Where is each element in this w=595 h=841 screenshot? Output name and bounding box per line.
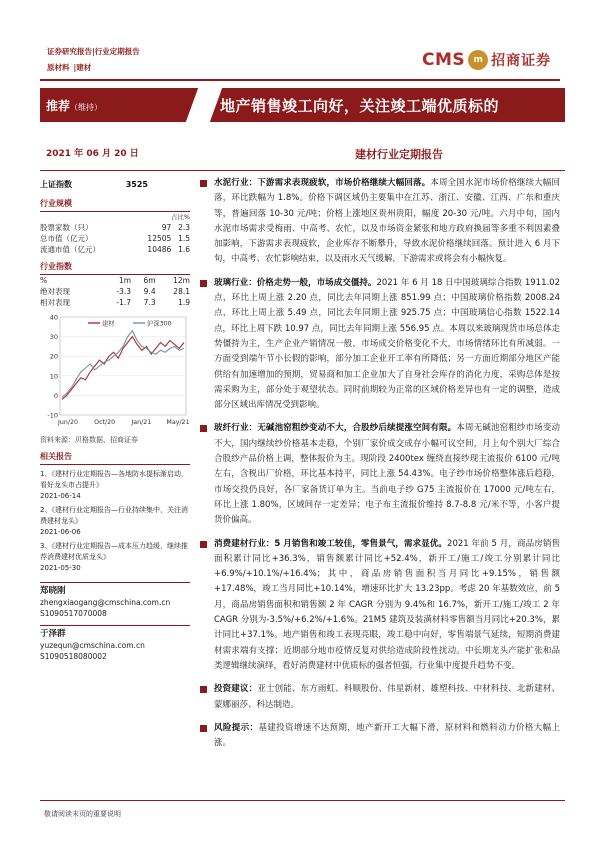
paragraph-text: 亚士创能、东方雨虹、科顺股份、伟星新材、雄塑科技、中材科技、北新建材、蒙娜丽莎、科达制造。 xyxy=(214,684,560,710)
related-report-date: 2021-06-06 xyxy=(40,528,81,536)
scale-value: 97 xyxy=(161,223,172,232)
paragraph-heading: 消费建材行业：5 月销售和竣工较佳，零售景气，需求显优。 xyxy=(214,538,448,549)
scale-share: 2.3 xyxy=(178,223,190,232)
paragraph-heading: 投资建议： xyxy=(214,684,258,695)
x-tick-label: Jan/21 xyxy=(131,419,152,426)
page-footer xyxy=(40,800,565,818)
body-paragraph xyxy=(200,276,560,414)
industry-tag xyxy=(47,62,95,73)
paragraph-text: 2021 年 6 月 18 日中国玻璃综合指数 1911.02 点，环比上周上涨 2.20 点，同比去年同期上涨 851.99 点；中国玻璃价格指数 2008.24 点，环比上周上涨 5.49 点，同比去年同期上涨 925.75 点；中国玻璃信心指数 1522.14 点，环比上周下跌 10.97 点，同比去年同期上涨 556.95 点。本周以来玻璃现货市场总体走势僵持为主，生产企业产销情况一般，市场成交价格变化不大，市场情绪环比有所减弱。一方面受到端午节小长假的影响，部分加工企业开工率有所降低；另一方面近期部分地区产能供给有加速增加的预期，贸易商和加工企业加大了自身社会库存的消化力度，采购总体是按需采购为主，部分处于观望状态。同时前期较为正常的区域价格差异也有一定的调整，造成部分区域出库情况受到影响。 xyxy=(214,277,560,411)
scale-row xyxy=(40,233,190,244)
x-tick-label: Oct/20 xyxy=(94,419,116,426)
bullet-square-icon xyxy=(200,425,207,432)
paragraph-heading: 风险提示： xyxy=(214,722,259,733)
scale-label: 流通市值（亿元） xyxy=(40,245,100,254)
scale-label: 总市值（亿元） xyxy=(40,234,93,243)
footer-note: 敬请阅读末页的重要说明 xyxy=(44,810,121,818)
perf-12m: 1.9 xyxy=(178,298,190,307)
title-banner xyxy=(40,88,565,122)
legend-label: 沪深300 xyxy=(147,320,172,328)
bullet-square-icon xyxy=(200,541,207,548)
scale-row xyxy=(40,222,190,233)
body-paragraph xyxy=(200,537,560,675)
y-tick-label: 10 xyxy=(49,372,58,381)
paragraph-text: 本周无碱池窑粗纱市场变动不大，国内继续纱价格基本走稳，个别厂家价成交成存小幅可议空间，月上旬个别大厂综合合股纱产品价格上调，整体报价为主。现阶段 2400tex 缠绕直接纱现主流报价 6100 元/吨左右，含税出厂价格，环比基本持平，同比上涨 54.43%。电子纱市场价格整体涨后趋稳，市场交投仍良好，各厂家备货订单为主。当前电子纱 G75 主流报价在 17000 元/吨左右，环比上涨 1.80%，区域间存一定差异；电子布主流报价维持 8.7-8.8 元/米不等，小客户提货价偏高。 xyxy=(214,423,560,526)
body-paragraph xyxy=(200,721,560,752)
analyst-name: 于泽群 xyxy=(40,625,190,640)
analyst-block xyxy=(40,582,190,662)
bullet-square-icon xyxy=(200,686,207,693)
chart-frame xyxy=(60,317,186,415)
scale-label: 股票家数（只） xyxy=(40,223,93,232)
scale-share: 1.6 xyxy=(178,245,190,254)
section-rule xyxy=(40,170,565,171)
perf-6m: 9.4 xyxy=(143,287,156,296)
perf-label: 相对表现 xyxy=(40,298,70,307)
related-report-title: 2、《建材行业定期报告—行业持续集中，关注消费建材龙头》 xyxy=(40,506,188,525)
y-tick-label: 30 xyxy=(49,333,58,342)
scale-unit: 占比% xyxy=(170,213,190,221)
logo-latin: CMS xyxy=(422,50,466,70)
perf-6m: 7.3 xyxy=(143,298,156,307)
analyst-id: S1090517070008 xyxy=(40,609,107,618)
paragraph-text: 本周全国水泥市场价格继续大幅回落，环比跌幅为 1.8%。价格下调区域仍主要集中在江苏、浙江、安徽、江西、广东和重庆等，普遍回落 10-30 元/吨；价格上涨地区贵州贵阳，幅度 20-30 元/吨。六月中旬，国内水泥市场需求受梅雨、中高考、农忙，以及市场资金紧张和地方政府换届等多重不利因素叠加影响，下游需求表现疲软，企业库存不断攀升，导致水泥价格继续回落。预计进入 6 月下旬，中高考、农忙影响结束，以及雨水天气缓解，下游需求或将会有小幅恢复。 xyxy=(214,178,560,265)
related-report-date: 2021-06-14 xyxy=(40,492,81,500)
related-report-item xyxy=(40,505,190,538)
analyst-email: yuzequn@cmschina.com.cn xyxy=(40,641,145,650)
paragraph-heading: 水泥行业：下游需求表现疲软，市场价格继续大幅回落。 xyxy=(214,178,431,188)
perf-1m: -1.7 xyxy=(116,298,131,307)
y-tick-label: 40 xyxy=(49,313,58,322)
report-title: 地产销售竣工向好，关注竣工端优质标的 xyxy=(220,97,500,115)
perf-header-cell: % xyxy=(40,276,48,285)
subsector-label: |建材 xyxy=(73,63,92,72)
report-category: 证券研究报告|行业定期报告 xyxy=(47,47,140,56)
body-paragraph xyxy=(200,682,560,713)
related-heading: 相关报告 xyxy=(40,451,190,465)
perf-header-cell: 6m xyxy=(143,276,156,285)
main-content xyxy=(200,176,560,759)
sidebar xyxy=(40,176,190,662)
bullet-square-icon xyxy=(200,725,207,732)
banner-notch xyxy=(186,88,222,122)
body-paragraph xyxy=(200,421,560,528)
series-line-2 xyxy=(62,331,184,398)
y-tick-label: 20 xyxy=(49,352,58,361)
scale-table xyxy=(40,222,190,255)
index-line-chart xyxy=(40,311,190,429)
scale-row xyxy=(40,244,190,255)
scale-share: 1.5 xyxy=(178,234,190,243)
sector-label: 原材料 xyxy=(47,63,70,72)
report-subtitle: 建材行业定期报告 xyxy=(355,148,443,161)
x-tick-label: Jun/20 xyxy=(58,419,78,426)
index-row xyxy=(40,176,190,192)
report-date: 2021 年 06 月 20 日 xyxy=(46,149,139,159)
header-rule xyxy=(40,79,560,81)
analyst-email: zhengxiaogang@cmschina.com.cn xyxy=(40,598,171,607)
perf-header-row xyxy=(40,275,190,286)
perf-header-cell: 12m xyxy=(173,276,190,285)
perf-1m: -3.3 xyxy=(116,287,131,296)
scale-value: 10486 xyxy=(147,245,172,254)
bullet-square-icon xyxy=(200,180,207,187)
scale-value: 12505 xyxy=(147,234,172,243)
chart-source: 资料来源：贝格数据、招商证券 xyxy=(40,436,138,444)
bullet-square-icon xyxy=(200,280,207,287)
paragraph-text: 2021 年前 5 月，商品房销售面积累计同比+36.3%，销售额累计同比+52.4%，新开工/施工/竣工分别累计同比+6.9%/+10.1%/+16.4%；其中，商品房销售面积当月同比+9.15%，销售额+17.48%，竣工当月同比+10.14%，增速环比扩大 13.23pp。考虑 20 年基数效应，前 5 月，商品房销售面积和销售额 2 年 CAGR 分别为 9.4%和 16.7%，新开工/施工/竣工 2 年 CAGR 分别为-3.5%/+6.2%/+1.6%。21M5 建筑及装潢材料零售额当月同比+20.3%，累计同比+37.1%。地产销售和竣工表现亮眼，竣工稳中向好，零售端景气延续，短期消费建材需求端有支撑；近期部分地市疫情反复对供给造成阶段性扰动。中长期龙头产能扩张和品类逻辑继续演绎，看好消费建材中优质标的强者恒强，行业集中度提升趋势不变。 xyxy=(214,538,560,671)
perf-12m: 28.1 xyxy=(173,287,190,296)
body-paragraph xyxy=(200,176,560,268)
perf-heading: 行业指数 xyxy=(40,261,190,275)
perf-row xyxy=(40,286,190,297)
y-tick-label: 0 xyxy=(53,391,58,400)
related-report-item xyxy=(40,541,190,574)
index-label: 上证指数 xyxy=(40,179,72,189)
rating-value: 推荐 xyxy=(46,99,71,113)
rating-note: （维持） xyxy=(70,103,103,112)
cms-logo xyxy=(422,48,562,72)
perf-row xyxy=(40,297,190,308)
perf-table xyxy=(40,275,190,308)
legend-label: 建材 xyxy=(102,320,115,328)
paragraph-text: 基建投资增速不达预期，地产新开工大幅下滑，原材料和燃料动力价格大幅上涨。 xyxy=(214,722,560,749)
analyst-name: 郑晓刚 xyxy=(40,582,190,597)
related-report-title: 1、《建材行业定期报告—各地防水提标渐启动，看好龙头市占提升》 xyxy=(40,470,188,489)
related-report-title: 3、《建材行业定期报告—成本压力趋缓，继续推荐消费建材优质龙头》 xyxy=(40,542,188,561)
related-reports-list xyxy=(40,469,190,574)
y-tick-label: -10 xyxy=(47,411,58,420)
related-report-item xyxy=(40,469,190,502)
perf-header-cell: 1m xyxy=(118,276,131,285)
rating xyxy=(46,97,102,114)
x-tick-label: May/21 xyxy=(166,419,190,426)
paragraph-heading: 玻璃行业：价格走势一般，市场成交僵持。 xyxy=(214,277,377,288)
paragraph-heading: 玻纤行业：无碱池窑粗纱变动不大，合股纱后续提涨空间有限。 xyxy=(214,423,457,434)
analyst-id: S1090518080002 xyxy=(40,652,107,661)
perf-label: 绝对表现 xyxy=(40,287,70,296)
scale-heading: 行业规模 xyxy=(40,198,190,212)
related-report-date: 2021-05-30 xyxy=(40,564,81,572)
logo-mark-icon: m xyxy=(468,50,488,70)
index-value: 3525 xyxy=(125,179,148,189)
logo-chinese: 招商证券 xyxy=(491,53,552,69)
